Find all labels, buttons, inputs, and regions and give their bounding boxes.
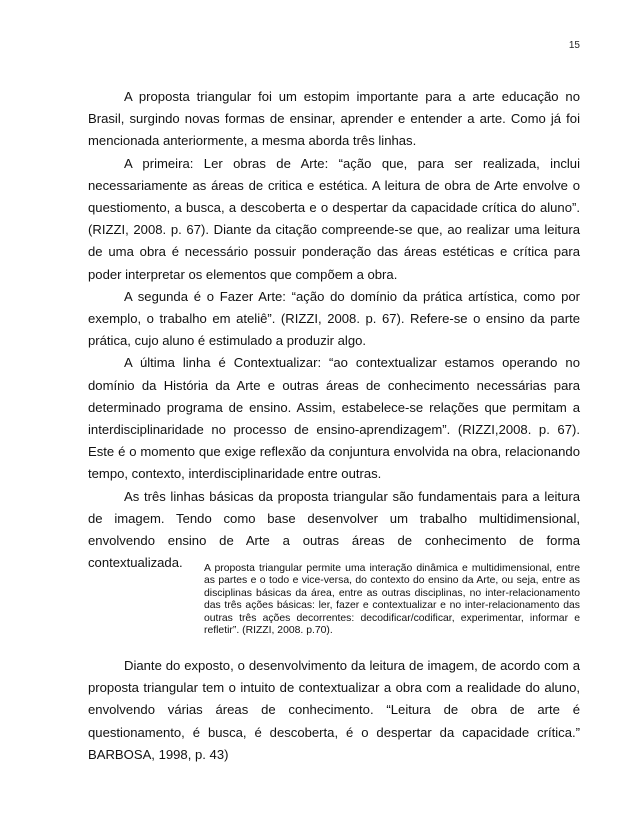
body-text bbox=[88, 86, 580, 574]
block-quote: A proposta triangular permite uma interação dinâmica e multidimensional, entre as partes e o todo e vice-versa, do contexto do ensino da Arte, ou seja, entre as disciplinas básicas da área, entre as outras disciplinas, no inter-relacionamento das três ações básicas: ler, fazer e contextualizar e no inter-relacionamento das outras três ações decorrentes: decodificar/codificar, experimentar, informar e refletir”. (RIZZI, 2008. p.70). bbox=[204, 563, 580, 637]
paragraph-intro: A proposta triangular foi um estopim importante para a arte educação no Brasil, surgindo novas formas de ensinar, aprender e entender a arte. Como já foi mencionada anteriormente, a mesma aborda três linhas. bbox=[88, 89, 580, 149]
paragraph-closing: Diante do exposto, o desenvolvimento da leitura de imagem, de acordo com a proposta triangular tem o intuito de contextualizar a obra com a realidade do aluno, envolvendo várias áreas de conhecimento. “Leitura de obra de arte é questionamento, é busca, é descoberta, é o despertar da capacidade crítica.” BARBOSA, 1998, p. 43) bbox=[88, 658, 580, 762]
paragraph-fazer-arte: A segunda é o Fazer Arte: “ação do domínio da prática artística, como por exemplo, o trabalho em ateliê”. (RIZZI, 2008. p. 67). Refere-se o ensino da parte prática, cujo aluno é estimulado a produzir algo. bbox=[88, 288, 580, 349]
paragraph-contextualizar: A última linha é Contextualizar: “ao contextualizar estamos operando no domínio da História da Arte e outras áreas de conhecimento necessárias para determinado programa de ensino. Assim, estabelece-se relações que permitam a interdisciplinaridade no processo de ensino-aprendizagem”. (RIZZI,2008. p. 67). Este é o momento que exige reflexão da conjuntura envolvida na obra, relacionando tempo, contexto, interdisciplinaridade entre outras. bbox=[88, 355, 580, 482]
closing-text bbox=[88, 655, 580, 766]
paragraph-tres-linhas: As três linhas básicas da proposta triangular são fundamentais para a leitura de imagem. Tendo como base desenvolver um trabalho multidimensional, envolvendo ensino de Arte a outras áreas de conhecimento de forma contextualizada. bbox=[88, 488, 580, 571]
paragraph-ler-obras: A primeira: Ler obras de Arte: “ação que, para ser realizada, inclui necessariamente as áreas de critica e estética. A leitura de obra de Arte envolve o questiomento, a busca, a descoberta e o despertar da capacidade crítica do aluno”. (RIZZI, 2008. p. 67). Diante da citação compreende-se que, ao realizar uma leitura de uma obra é necessário possuir ponderação das áreas estéticas e crítica para poder interpretar os elementos que compõem a obra. bbox=[88, 155, 580, 282]
page-number: 15 bbox=[568, 40, 580, 51]
